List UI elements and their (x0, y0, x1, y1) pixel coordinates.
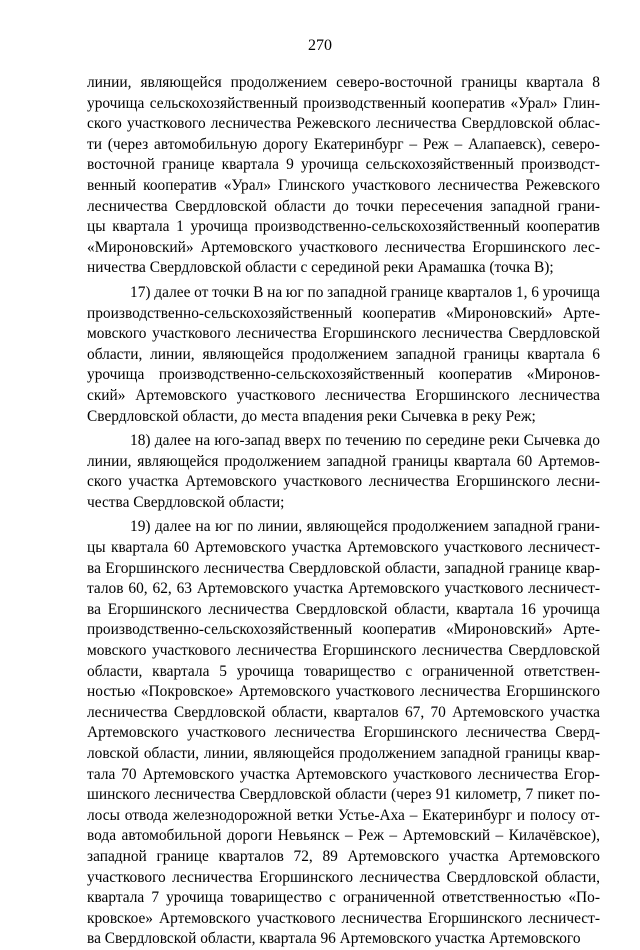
page-number: 270 (308, 37, 332, 54)
text-line: Свердловской области, до места впадения реки Сычевка в реку Реж; (87, 407, 536, 425)
text-line: западной границе кварталов 72, 89 Артемовского участка Артемовского (87, 847, 600, 865)
text-line: Артемовского участкового лесничества Егоршинского лесничества Сверд- (87, 724, 600, 742)
text-line: восточной границе квартала 9 урочища сельскохозяйственный производст- (87, 156, 600, 174)
text-line: линии, являющейся продолжением западной границы квартала 60 Артемов- (87, 452, 600, 470)
text-line: области, квартала 5 урочища товарищество с ограниченной ответствен- (87, 662, 600, 680)
text-line: ловской области, линии, являющейся продолжением западной границы квар- (87, 745, 600, 762)
text-line: вода автомобильной дороги Невьянск – Реж – Артемовский – Килачёвское), (87, 827, 600, 845)
text-line: 19) далее на юг по линии, являющейся продолжением западной грани- (130, 518, 600, 536)
text-line: лесничества Свердловской области, кварталов 67, 70 Артемовского участка (87, 703, 600, 721)
text-line: цы квартала 1 урочища производственно-сельскохозяйственный кооператив (87, 218, 600, 236)
text-line: кровское» Артемовского участкового лесничества Егоршинского лесничест- (87, 909, 600, 927)
text-line: 17) далее от точки В на юг по западной границе кварталов 1, 6 урочища (130, 283, 600, 301)
text-line: производственно-сельскохозяйственный кооператив «Мироновский» Арте- (87, 304, 600, 322)
text-line: ва Егоршинского лесничества Свердловской области, квартала 16 урочища (87, 600, 600, 618)
text-line: производственно-сельскохозяйственный кооператив «Мироновский» Арте- (87, 621, 600, 639)
text-line: цы квартала 60 Артемовского участка Артемовского участкового лесничест- (87, 539, 600, 557)
text-line: ский» Артемовского участкового лесничества Егоршинского лесничества (87, 386, 600, 404)
text-line: «Мироновский» Артемовского участкового лесничества Егоршинского лес- (87, 238, 600, 256)
text-line: тала 70 Артемовского участка Артемовского участкового лесничества Егор- (87, 765, 600, 783)
text-line: шинского лесничества Свердловской области (через 91 километр, 7 пикет по- (87, 786, 600, 804)
text-line: ского участкового лесничества Режевского лесничества Свердловской облас- (87, 115, 600, 133)
text-line: лосы отвода железнодорожной ветки Устье-Аха – Екатеринбург и полосу от- (87, 806, 600, 824)
text-line: лесничества Свердловской области до точки пересечения западной грани- (87, 197, 600, 215)
text-line: мовского участкового лесничества Егоршинского лесничества Свердловской (87, 642, 600, 660)
text-line: квартала 7 урочища товарищество с ограниченной ответственностью «По- (87, 889, 600, 907)
paragraph (87, 73, 600, 279)
document-body (87, 73, 600, 950)
text-line: линии, являющейся продолжением северо-восточной границы квартала 8 (87, 74, 600, 91)
text-line: области, линии, являющейся продолжением западной границы квартала 6 (87, 345, 600, 363)
text-line: талов 60, 62, 63 Артемовского участка Артемовского участкового лесничест- (87, 580, 600, 598)
text-line: мовского участкового лесничества Егоршинского лесничества Свердловской (87, 325, 600, 343)
text-line: 18) далее на юго-запад вверх по течению по середине реки Сычевка до (130, 432, 600, 450)
paragraph (87, 283, 600, 427)
text-line: ва Свердловской области, квартала 96 Артемовского участка Артемовского (87, 930, 581, 948)
paragraph (87, 431, 600, 513)
text-line: ти (через автомобильную дорогу Екатеринбург – Реж – Алапаевск), северо- (87, 135, 600, 153)
text-line: участкового лесничества Егоршинского лесничества Свердловской области, (87, 868, 600, 886)
text-line: чества Свердловской области; (87, 493, 285, 511)
text-line: урочища сельскохозяйственный производственный кооператив «Урал» Глин- (87, 94, 600, 112)
text-line: урочища производственно-сельскохозяйственный кооператив «Миронов- (87, 366, 600, 384)
paragraph (87, 517, 600, 949)
text-line: ностью «Покровское» Артемовского участкового лесничества Егоршинского (87, 683, 600, 701)
text-line: ского участка Артемовского участкового лесничества Егоршинского лесни- (87, 473, 600, 491)
text-line: ва Егоршинского лесничества Свердловской области, западной границе квар- (87, 559, 600, 577)
text-line: венный кооператив «Урал» Глинского участкового лесничества Режевского (87, 176, 600, 194)
text-line: ничества Свердловской области с серединой реки Арамашка (точка В); (87, 259, 554, 277)
